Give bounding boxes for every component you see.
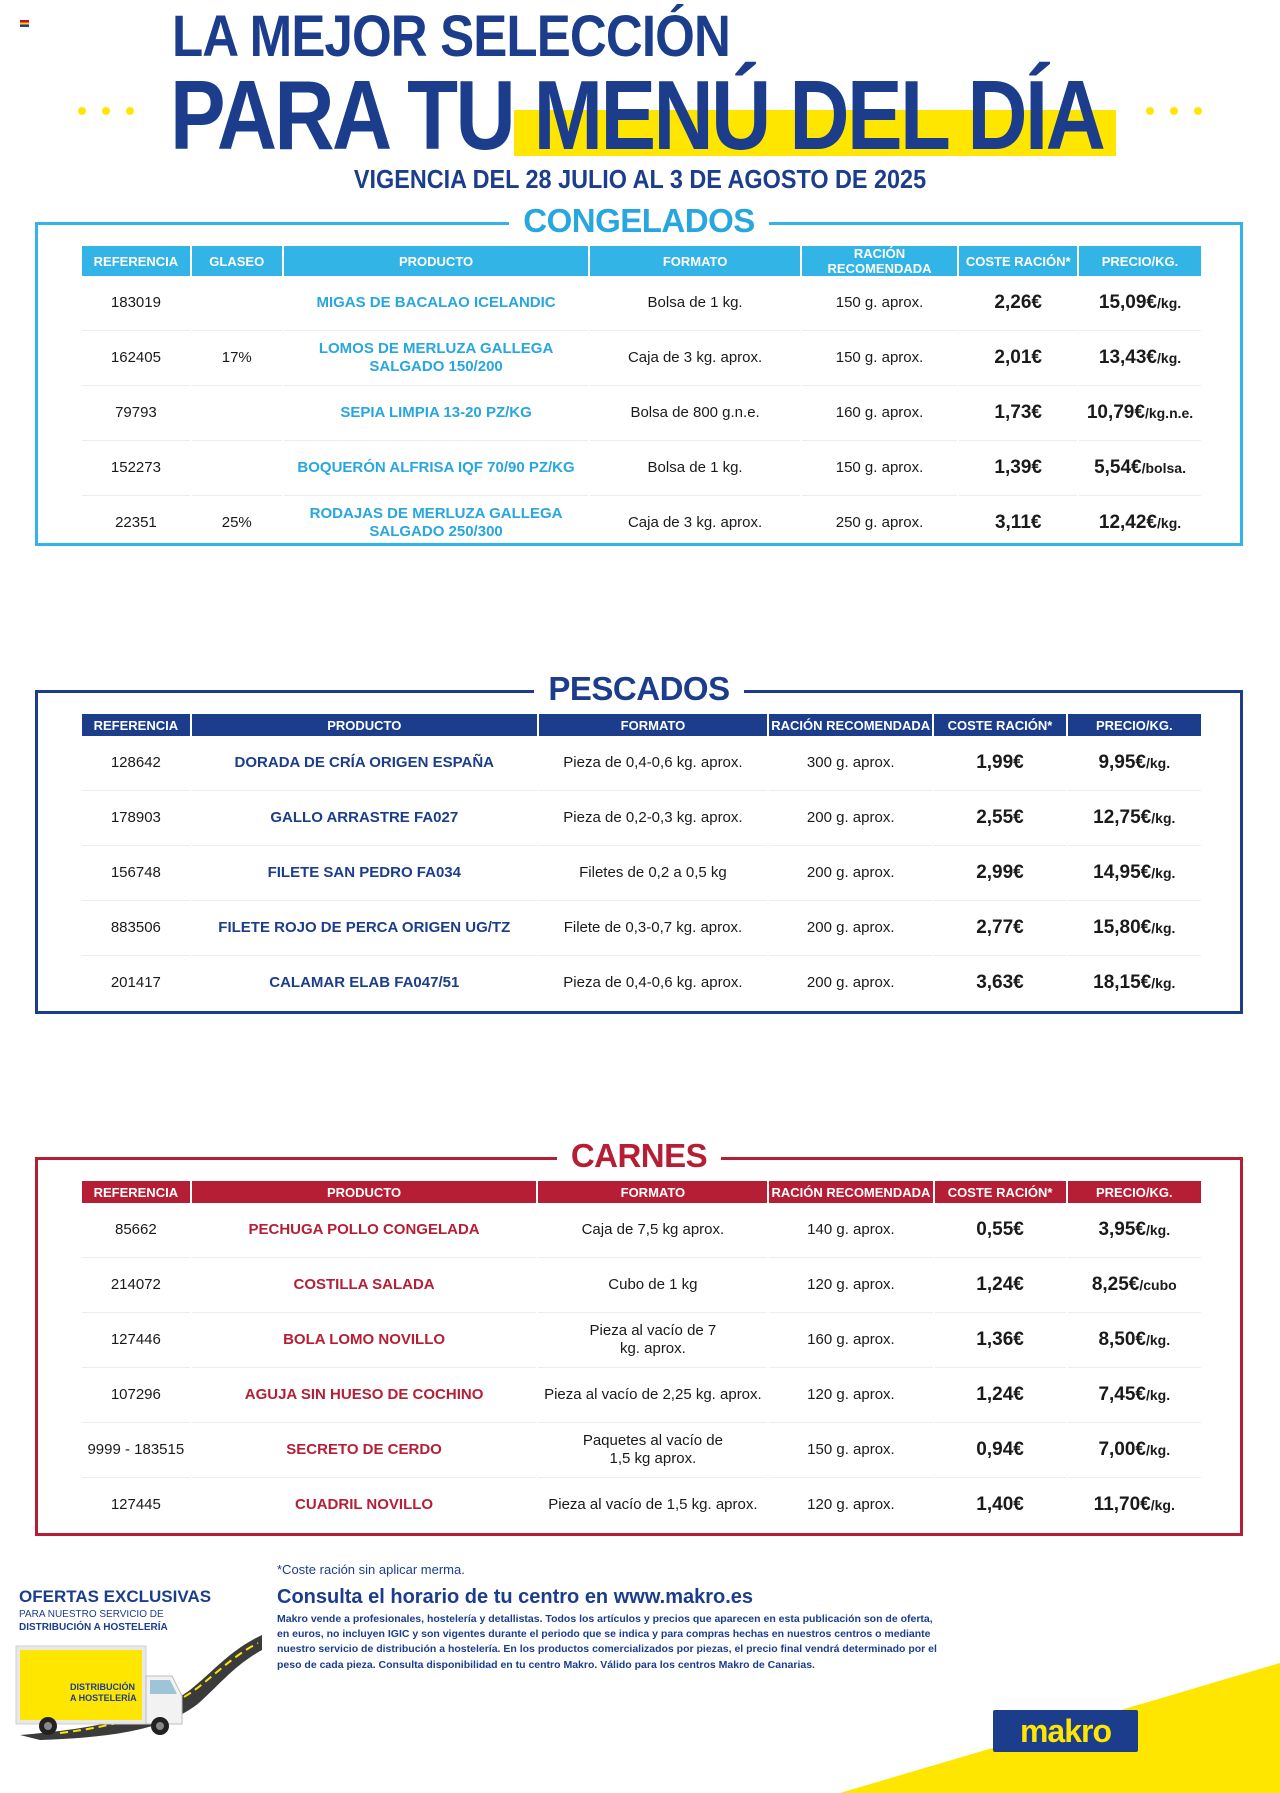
product-cell: CUADRIL NOVILLO: [295, 1496, 434, 1513]
price-cell: [1068, 1258, 1201, 1313]
table-row: [82, 1368, 1201, 1423]
price-value: 15,09€: [1098, 291, 1158, 313]
price-unit: /kg.: [1145, 1386, 1171, 1403]
table-row: [82, 791, 1201, 846]
language-flag-icon: [20, 20, 29, 27]
price-unit: /cubo: [1139, 1276, 1177, 1293]
col-header: PRODUCTO: [284, 246, 589, 276]
price-cell: [1079, 386, 1201, 441]
table-row: [82, 901, 1201, 956]
ration-cell: 300 g. aprox.: [769, 736, 932, 791]
format-cell: Filete de 0,3-0,7 kg. aprox.: [539, 901, 767, 956]
price-value: 12,75€: [1093, 806, 1152, 828]
ration-cell: 120 g. aprox.: [807, 1496, 895, 1513]
price-unit: /bolsa.: [1141, 459, 1186, 476]
price-value: 3,95€: [1098, 1218, 1146, 1240]
price-value: 8,50€: [1098, 1328, 1146, 1350]
price-unit: /kg.: [1151, 974, 1176, 991]
ration-cell: 120 g. aprox.: [769, 1368, 932, 1423]
price-unit: /kg.: [1151, 864, 1176, 881]
ref-cell: 214072: [82, 1258, 190, 1313]
ref-cell: 9999 - 183515: [82, 1423, 190, 1478]
cost-footnote: *Coste ración sin aplicar merma.: [277, 1562, 465, 1577]
ref-cell: 156748: [82, 846, 190, 901]
product-cell: FILETE SAN PEDRO FA034: [192, 846, 537, 901]
ref-cell: 183019: [82, 276, 190, 331]
glaseo-cell: [192, 441, 282, 496]
format-cell: Pieza de 0,4-0,6 kg. aprox.: [539, 736, 767, 791]
price-value: 5,54€: [1094, 456, 1142, 478]
makro-logo: [993, 1710, 1138, 1752]
service-line-1: PARA NUESTRO SERVICIO DE: [19, 1609, 164, 1620]
exclusive-offers-title: OFERTAS EXCLUSIVAS: [19, 1587, 212, 1606]
ration-cell: 150 g. aprox.: [802, 441, 958, 496]
col-header: PRODUCTO: [192, 714, 537, 736]
format-cell: Caja de 3 kg. aprox.: [627, 514, 763, 531]
col-header: COSTE RACIÓN*: [934, 714, 1065, 736]
ration-cell: 200 g. aprox.: [769, 901, 932, 956]
price-value: 18,15€: [1093, 971, 1152, 993]
cost-cell: 1,24€: [935, 1258, 1066, 1313]
ref-cell: 127446: [82, 1313, 190, 1368]
cost-cell: 2,99€: [934, 846, 1065, 901]
product-cell: DORADA DE CRÍA ORIGEN ESPAÑA: [192, 736, 537, 791]
table-row: [82, 331, 1201, 386]
col-header: RACIÓN RECOMENDADA: [769, 1181, 932, 1203]
col-header: FORMATO: [590, 246, 799, 276]
price-cell: [1068, 1368, 1201, 1423]
price-value: 11,70€: [1093, 1493, 1151, 1515]
ration-cell: 150 g. aprox.: [802, 331, 958, 386]
service-line-2: DISTRIBUCIÓN A HOSTELERÍA: [19, 1622, 168, 1633]
glaseo-cell: [192, 276, 282, 331]
format-cell: Caja de 7,5 kg aprox.: [538, 1203, 767, 1258]
price-value: 10,79€: [1086, 401, 1145, 423]
col-header: PRECIO/KG.: [1068, 714, 1201, 736]
price-unit: /kg.: [1145, 1331, 1171, 1348]
product-cell: BOLA LOMO NOVILLO: [192, 1313, 537, 1368]
ref-cell: 152273: [82, 441, 190, 496]
ration-cell: 140 g. aprox.: [769, 1203, 932, 1258]
price-value: 9,95€: [1098, 751, 1146, 773]
glaseo-cell: 25%: [221, 514, 252, 531]
col-header: REFERENCIA: [82, 1181, 190, 1203]
ration-cell: 250 g. aprox.: [835, 514, 924, 531]
pescados-table: [80, 714, 1203, 1010]
product-cell: CALAMAR ELAB FA047/51: [269, 974, 460, 991]
product-cell: SECRETO DE CERDO: [192, 1423, 537, 1478]
ref-cell: 883506: [82, 901, 190, 956]
price-cell: [1068, 956, 1201, 1010]
cost-cell: 0,55€: [935, 1203, 1066, 1258]
col-header: FORMATO: [539, 714, 767, 736]
price-unit: /kg.n.e.: [1144, 404, 1194, 421]
ration-cell: 200 g. aprox.: [769, 791, 932, 846]
price-unit: /kg.: [1150, 1496, 1175, 1513]
ref-cell: 128642: [82, 736, 190, 791]
ration-cell: 200 g. aprox.: [769, 846, 932, 901]
cost-cell: 1,73€: [959, 386, 1077, 441]
product-cell: PECHUGA POLLO CONGELADA: [192, 1203, 537, 1258]
format-cell: Bolsa de 800 g.n.e.: [590, 386, 799, 441]
ration-cell: 150 g. aprox.: [802, 276, 958, 331]
col-header: COSTE RACIÓN*: [935, 1181, 1066, 1203]
cost-cell: 0,94€: [935, 1423, 1066, 1478]
ref-cell: 22351: [115, 514, 157, 531]
table-row: [82, 386, 1201, 441]
format-cell: Pieza al vacío de 2,25 kg. aprox.: [538, 1368, 767, 1423]
format-cell: Pieza al vacío de 1,5 kg. aprox.: [548, 1496, 758, 1513]
ref-cell: 85662: [82, 1203, 190, 1258]
col-header: REFERENCIA: [82, 714, 190, 736]
price-value: 8,25€: [1091, 1273, 1140, 1295]
cost-cell: 2,77€: [934, 901, 1065, 956]
ref-cell: 107296: [82, 1368, 190, 1423]
format-cell: Bolsa de 1 kg.: [590, 441, 799, 496]
price-cell: [1068, 901, 1201, 956]
format-cell: Pieza de 0,4-0,6 kg. aprox.: [563, 974, 743, 991]
cost-cell: 1,36€: [935, 1313, 1066, 1368]
carnes-section: [35, 1137, 1243, 1536]
section-title: CARNES: [557, 1136, 721, 1176]
col-header: PRODUCTO: [192, 1181, 537, 1203]
truck-text-1: DISTRIBUCIÓN: [70, 1682, 135, 1692]
price-value: 7,00€: [1098, 1438, 1146, 1460]
ref-cell: 178903: [82, 791, 190, 846]
table-row: [82, 956, 1201, 1010]
price-value: 14,95€: [1093, 861, 1152, 883]
price-value: 15,80€: [1093, 916, 1152, 938]
price-cell: [1068, 1423, 1201, 1478]
validity-dates: VIGENCIA DEL 28 JULIO AL 3 DE AGOSTO DE 2025: [353, 164, 927, 194]
carnes-table: [80, 1181, 1203, 1532]
price-value: 7,45€: [1098, 1383, 1146, 1405]
table-row: [82, 1478, 1201, 1532]
cost-cell: 2,01€: [959, 331, 1077, 386]
product-cell: GALLO ARRASTRE FA027: [192, 791, 537, 846]
format-cell: Bolsa de 1 kg.: [590, 276, 799, 331]
glaseo-cell: 17%: [192, 331, 282, 386]
price-unit: /kg.: [1157, 294, 1182, 311]
table-row: [82, 1313, 1201, 1368]
price-cell: [1079, 496, 1201, 550]
product-cell: COSTILLA SALADA: [192, 1258, 537, 1313]
headline-line1: LA MEJOR SELECCIÓN: [172, 4, 730, 69]
pescados-section: [35, 670, 1243, 1014]
cost-cell: 1,40€: [976, 1493, 1024, 1515]
col-header: REFERENCIA: [82, 246, 190, 276]
price-cell: [1079, 441, 1201, 496]
cost-cell: 3,63€: [976, 971, 1024, 993]
cost-cell: 2,26€: [959, 276, 1077, 331]
cost-cell: 3,11€: [994, 511, 1042, 533]
price-cell: [1079, 276, 1201, 331]
price-unit: /kg.: [1151, 919, 1176, 936]
col-header: GLASEO: [192, 246, 282, 276]
ref-cell: 127445: [110, 1496, 161, 1513]
price-cell: [1068, 736, 1201, 791]
price-unit: /kg.: [1157, 349, 1182, 366]
product-cell: LOMOS DE MERLUZA GALLEGA SALGADO 150/200: [284, 331, 589, 386]
ration-cell: 120 g. aprox.: [769, 1258, 932, 1313]
glaseo-cell: [192, 386, 282, 441]
price-unit: /kg.: [1151, 809, 1176, 826]
product-cell: RODAJAS DE MERLUZA GALLEGA SALGADO 250/300: [309, 505, 563, 540]
format-cell: Cubo de 1 kg: [538, 1258, 767, 1313]
table-row: [82, 496, 1201, 550]
price-unit: /kg.: [1145, 754, 1171, 771]
ration-cell: 200 g. aprox.: [806, 974, 895, 991]
col-header: PRECIO/KG.: [1068, 1181, 1201, 1203]
section-title: PESCADOS: [534, 669, 743, 709]
price-cell: [1079, 331, 1201, 386]
price-value: 13,43€: [1098, 346, 1158, 368]
makro-logo-text: makro: [1019, 1712, 1112, 1749]
col-header: FORMATO: [538, 1181, 767, 1203]
ration-cell: 160 g. aprox.: [802, 386, 958, 441]
product-cell: SEPIA LIMPIA 13-20 PZ/KG: [284, 386, 589, 441]
price-unit: /kg.: [1145, 1221, 1171, 1238]
ref-cell: 201417: [110, 974, 161, 991]
table-row: [82, 736, 1201, 791]
col-header: RACIÓN RECOMENDADA: [769, 714, 932, 736]
col-header: RACIÓN RECOMENDADA: [802, 246, 958, 276]
cost-cell: 1,99€: [934, 736, 1065, 791]
price-cell: [1068, 1478, 1201, 1532]
ref-cell: 162405: [82, 331, 190, 386]
decorative-dots-right: [1146, 107, 1202, 115]
ration-cell: 160 g. aprox.: [769, 1313, 932, 1368]
legal-disclaimer: Makro vende a profesionales, hostelería y detallistas. Todos los artículos y precios que aparecen en esta publicación son de oferta, en euros, no incluyen IGIC y son vigentes durante el periodo que se indica y para compras hechas en nuestros centros o mediante nuestro servicio de distribución a hostelería. En los productos comercializados por piezas, el precio final vendrá determinado por el peso de cada pieza. Consulta disponibilidad en tu centro Makro. Válido para los centros Makro de Canarias.: [277, 1613, 937, 1671]
price-unit: /kg.: [1157, 514, 1182, 531]
product-cell: AGUJA SIN HUESO DE COCHINO: [192, 1368, 537, 1423]
cost-cell: 1,24€: [935, 1368, 1066, 1423]
product-cell: BOQUERÓN ALFRISA IQF 70/90 PZ/KG: [284, 441, 589, 496]
product-cell: MIGAS DE BACALAO ICELANDIC: [284, 276, 589, 331]
headline-line2: PARA TU MENÚ DEL DÍA: [170, 60, 1104, 170]
decorative-dots-left: [78, 107, 134, 115]
price-cell: [1068, 846, 1201, 901]
product-cell: FILETE ROJO DE PERCA ORIGEN UG/TZ: [192, 901, 537, 956]
table-row: [82, 1203, 1201, 1258]
price-cell: [1068, 791, 1201, 846]
congelados-section: [35, 202, 1243, 546]
price-cell: [1068, 1313, 1201, 1368]
ref-cell: 79793: [82, 386, 190, 441]
table-row: [82, 1258, 1201, 1313]
format-cell: Pieza al vacío de 7 kg. aprox.: [538, 1313, 767, 1368]
format-cell: Caja de 3 kg. aprox.: [590, 331, 799, 386]
consult-hours-text: Consulta el horario de tu centro en www.makro.es: [277, 1586, 754, 1608]
table-row: [82, 441, 1201, 496]
cost-cell: 1,39€: [959, 441, 1077, 496]
table-row: [82, 1423, 1201, 1478]
format-cell: Paquetes al vacío de 1,5 kg aprox.: [538, 1423, 767, 1478]
price-cell: [1068, 1203, 1201, 1258]
table-row: [82, 846, 1201, 901]
format-cell: Filetes de 0,2 a 0,5 kg: [539, 846, 767, 901]
congelados-table: [80, 246, 1203, 550]
section-title: CONGELADOS: [509, 201, 769, 241]
table-row: [82, 276, 1201, 331]
col-header: COSTE RACIÓN*: [959, 246, 1077, 276]
truck-text-2: A HOSTELERÍA: [70, 1693, 137, 1703]
price-value: 12,42€: [1098, 511, 1158, 533]
format-cell: Pieza de 0,2-0,3 kg. aprox.: [539, 791, 767, 846]
col-header: PRECIO/KG.: [1079, 246, 1201, 276]
ration-cell: 150 g. aprox.: [769, 1423, 932, 1478]
cost-cell: 2,55€: [934, 791, 1065, 846]
price-unit: /kg.: [1145, 1441, 1171, 1458]
